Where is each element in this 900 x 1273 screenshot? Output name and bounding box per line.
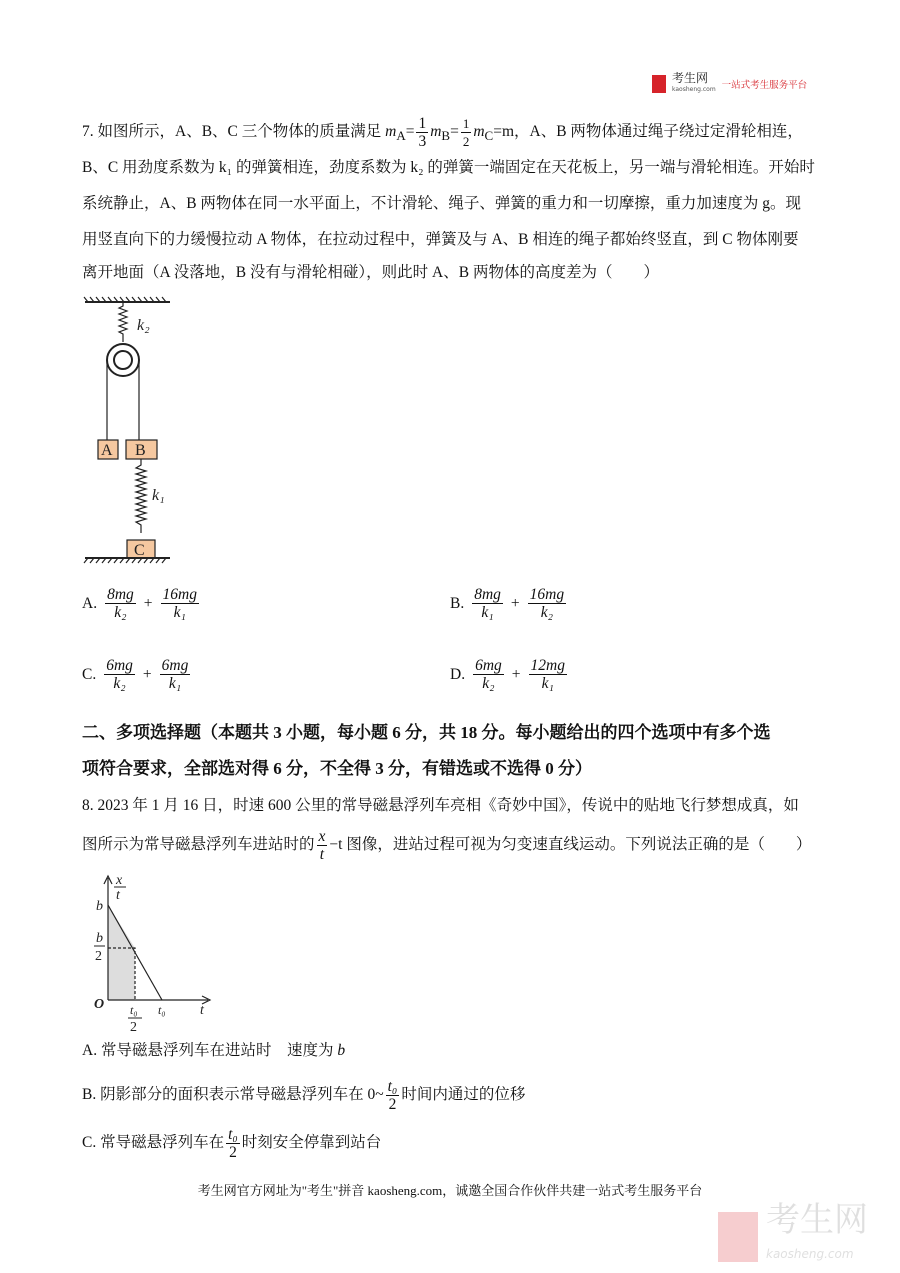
q8-line2 — [82, 828, 811, 863]
header-slogan: 一站式考生服务平台 — [721, 80, 808, 91]
var: m — [473, 123, 485, 141]
block-b: B — [135, 442, 146, 459]
den: 2 — [462, 134, 470, 149]
block-c: C — [134, 542, 145, 559]
fraction — [473, 657, 504, 692]
plus: + — [510, 594, 520, 612]
fraction — [386, 1078, 400, 1113]
text: 7. 如图所示，A、B、C 三个物体的质量满足 — [82, 123, 386, 141]
q7-option-a[interactable] — [82, 586, 201, 621]
text: =m，A、B 两物体通过绳子绕过定滑轮相连， — [493, 123, 803, 141]
q7-option-d[interactable] — [450, 657, 569, 692]
plus: + — [142, 665, 152, 683]
q8-option-c[interactable] — [82, 1126, 381, 1161]
section2-heading-line1: 二、多项选择题（本题共 3 小题，每小题 6 分，共 18 分。每小题给出的四个选项中有多个选 — [82, 723, 771, 742]
den: k₂ — [540, 604, 554, 621]
text: −t 图像，进站过程可视为匀变速直线运动。下列说法正确的是（ ） — [329, 836, 812, 854]
logo-icon — [652, 75, 666, 93]
fraction — [161, 586, 199, 621]
num: 16mg — [162, 586, 197, 603]
var: m — [385, 123, 397, 141]
text: 图所示为常导磁悬浮列车进站时的 — [82, 836, 315, 854]
text: = — [450, 123, 459, 141]
x-tick-half-den: 2 — [130, 1020, 137, 1035]
num: 6mg — [161, 657, 189, 674]
var: b — [337, 1042, 346, 1059]
page-footer: 考生网官方网址为"考生"拼音 kaosheng.com，诚邀全国合作伙伴共建一站式考生服务平台 — [197, 1183, 703, 1198]
sub: B — [441, 128, 451, 144]
q7-option-c[interactable] — [82, 657, 192, 692]
origin-label: O — [94, 997, 105, 1012]
den: k₁ — [173, 604, 186, 621]
num: 8mg — [107, 586, 134, 603]
watermark-icon — [718, 1212, 758, 1262]
num: 16mg — [529, 586, 565, 603]
num: t₀ — [387, 1078, 398, 1095]
num: 8mg — [474, 586, 501, 603]
fraction — [317, 828, 328, 863]
option-label: B. — [450, 594, 465, 612]
num: 6mg — [106, 657, 133, 674]
q7-option-b[interactable] — [450, 586, 568, 621]
logo-domain: kaosheng.com — [672, 86, 716, 93]
text: = — [405, 123, 415, 141]
var: m — [430, 123, 442, 141]
x-tick-half-num: t₀ — [130, 1003, 138, 1017]
y-label-num: x — [116, 873, 123, 888]
q8-option-a[interactable] — [82, 1041, 345, 1061]
q7-line2: B、C 用劲度系数为 k₁ 的弹簧相连，劲度系数为 k₂ 的弹簧一端固定在天花板上，另一端与滑轮相连。开始时 — [82, 159, 815, 176]
num: t₀ — [228, 1126, 238, 1143]
x-tick-t0: t₀ — [158, 1003, 166, 1017]
q7-pulley-figure — [80, 296, 180, 566]
fraction — [472, 586, 503, 621]
sub: C — [484, 128, 494, 144]
den: k₁ — [541, 675, 554, 692]
q8-xt-graph — [88, 872, 228, 1035]
label-k1: k₁ — [152, 487, 165, 504]
den: k₂ — [114, 604, 127, 621]
label-k2: k₂ — [137, 317, 150, 334]
fraction — [529, 657, 567, 692]
watermark-domain: kaosheng.com — [766, 1247, 854, 1261]
den: k₂ — [482, 675, 495, 692]
num: 12mg — [530, 657, 565, 674]
y-tick-half-num: b — [96, 931, 103, 946]
option-label: A. — [82, 594, 98, 612]
den: k₁ — [481, 604, 494, 621]
fraction — [528, 586, 566, 621]
watermark-name: 考生网 — [766, 1200, 868, 1240]
q7-line5: 离开地面（A 没落地，B 没有与滑轮相碰），则此时 A、B 两物体的高度差为（ ） — [82, 264, 659, 281]
watermark-logo — [718, 1200, 868, 1271]
text: C. 常导磁悬浮列车在 — [82, 1134, 225, 1152]
den: 2 — [388, 1096, 397, 1113]
q8-option-b[interactable] — [82, 1078, 525, 1113]
header-logo — [652, 73, 807, 95]
q7-line1 — [82, 115, 803, 150]
den: k₂ — [113, 675, 126, 692]
num: 6mg — [475, 657, 502, 674]
den: k₁ — [168, 675, 182, 692]
num: x — [318, 828, 326, 845]
text: 时间内通过的位移 — [401, 1086, 526, 1104]
option-label: D. — [450, 665, 466, 683]
x-axis-label: t — [200, 1003, 204, 1018]
sub: A — [396, 128, 406, 144]
text: A. 常导磁悬浮列车在进站时 速度为 — [82, 1042, 338, 1059]
q7-line3: 系统静止，A、B 两物体在同一水平面上，不计滑轮、绳子、弹簧的重力和一切摩擦，重力加速度为 g。现 — [82, 195, 802, 212]
spring-k2 — [119, 302, 127, 342]
spring-k1 — [136, 459, 146, 533]
logo-name: 考生网 — [672, 71, 709, 85]
y-tick-half-den: 2 — [95, 949, 102, 964]
den: t — [319, 846, 325, 863]
fraction — [104, 657, 135, 692]
text: 时刻安全停靠到站台 — [241, 1134, 382, 1152]
fraction — [226, 1126, 240, 1161]
den: 2 — [229, 1144, 237, 1161]
y-label-den: t — [116, 888, 120, 903]
num: 1 — [418, 115, 427, 132]
text: B. 阴影部分的面积表示常导磁悬浮列车在 0~ — [82, 1086, 384, 1104]
q8-line1: 8. 2023 年 1 月 16 日，时速 600 公里的常导磁悬浮列车亮相《奇妙中国》，传说中的贴地飞行梦想成真，如 — [82, 797, 799, 814]
den: 3 — [418, 133, 427, 150]
plus: + — [143, 594, 153, 612]
section2-heading-line2: 项符合要求，全部选对得 6 分，不全得 3 分，有错选或不选得 0 分） — [82, 759, 592, 778]
option-label: C. — [82, 665, 97, 683]
fraction — [416, 115, 428, 150]
num: 1 — [462, 116, 470, 131]
block-a: A — [101, 442, 113, 459]
y-tick-b: b — [96, 899, 103, 914]
q7-line4: 用竖直向下的力缓慢拉动 A 物体，在拉动过程中，弹簧及与 A、B 相连的绳子都始终竖直，到 C 物体刚要 — [82, 231, 799, 248]
fraction — [461, 115, 472, 150]
fraction — [160, 657, 191, 692]
fraction — [105, 586, 136, 621]
plus: + — [511, 665, 521, 683]
